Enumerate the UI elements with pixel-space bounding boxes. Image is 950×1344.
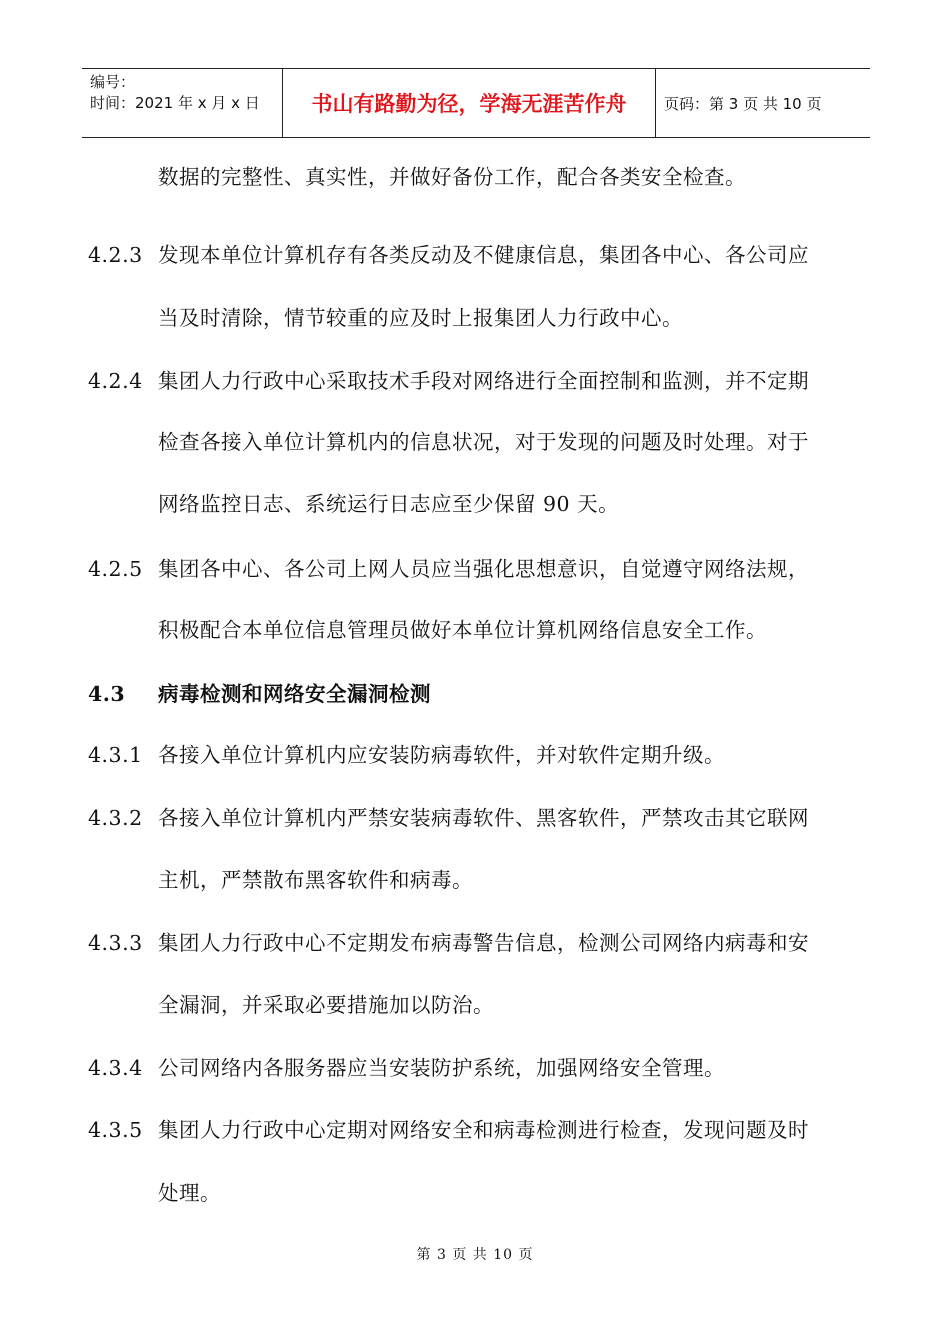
clause-number: 4.3.1 — [88, 743, 143, 767]
line-text: 检查各接入单位计算机内的信息状况，对于发现的问题及时处理。对于 — [158, 430, 809, 454]
clause-4-3-2 — [88, 803, 809, 833]
line-text: 集团人力行政中心不定期发布病毒警告信息，检测公司网络内病毒和安 — [158, 931, 809, 955]
body-line — [158, 615, 767, 645]
line-text: 主机，严禁散布黑客软件和病毒。 — [158, 868, 473, 892]
clause-number: 4.2.3 — [88, 243, 143, 267]
line-text: 集团人力行政中心采取技术手段对网络进行全面控制和监测，并不定期 — [158, 369, 809, 393]
line-text: 全漏洞，并采取必要措施加以防治。 — [158, 993, 494, 1017]
body-line — [158, 303, 683, 333]
line-text: 集团各中心、各公司上网人员应当强化思想意识，自觉遵守网络法规， — [158, 557, 809, 581]
line-text: 积极配合本单位信息管理员做好本单位计算机网络信息安全工作。 — [158, 618, 767, 642]
line-text: 网络监控日志、系统运行日志应至少保留 90 天。 — [158, 492, 620, 516]
line-text: 各接入单位计算机内严禁安装病毒软件、黑客软件，严禁攻击其它联网 — [158, 806, 809, 830]
clause-number: 4.3.3 — [88, 931, 143, 955]
clause-number: 4.3.5 — [88, 1118, 143, 1142]
clause-4-3-4 — [88, 1053, 725, 1083]
clause-4-2-5 — [88, 554, 809, 584]
line-text: 各接入单位计算机内应安装防病毒软件，并对软件定期升级。 — [158, 743, 725, 767]
body-line — [158, 489, 619, 519]
section-heading-4-3 — [88, 679, 431, 709]
header-page-info: 页码：第 3 页 共 10 页 — [664, 94, 822, 113]
clause-4-2-4 — [88, 366, 809, 396]
page-header — [82, 68, 870, 138]
line-text: 集团人力行政中心定期对网络安全和病毒检测进行检查，发现问题及时 — [158, 1118, 809, 1142]
page-footer: 第 3 页 共 10 页 — [416, 1247, 534, 1263]
header-motto: 书山有路勤为径，学海无涯苦作舟 — [282, 69, 656, 137]
line-text: 公司网络内各服务器应当安装防护系统，加强网络安全管理。 — [158, 1056, 725, 1080]
clause-4-2-3 — [88, 240, 809, 270]
clause-number: 4.3.4 — [88, 1056, 143, 1080]
body-line — [158, 1178, 221, 1208]
line-text: 当及时清除，情节较重的应及时上报集团人力行政中心。 — [158, 306, 683, 330]
clause-number: 4.2.5 — [88, 557, 143, 581]
clause-number: 4.2.4 — [88, 369, 143, 393]
line-text: 数据的完整性、真实性，并做好备份工作，配合各类安全检查。 — [158, 165, 746, 189]
section-number: 4.3 — [88, 682, 126, 706]
header-meta — [82, 69, 282, 137]
document-date: 时间：2021 年 x 月 x 日 — [90, 94, 260, 112]
clause-4-3-3 — [88, 928, 809, 958]
clause-number: 4.3.2 — [88, 806, 143, 830]
body-line — [158, 162, 746, 192]
clause-4-3-5 — [88, 1115, 809, 1145]
clause-4-3-1 — [88, 740, 725, 770]
document-number: 编号： — [90, 73, 136, 91]
body-line — [158, 990, 494, 1020]
body-line — [158, 427, 809, 457]
body-line — [158, 865, 473, 895]
section-title: 病毒检测和网络安全漏洞检测 — [158, 682, 431, 706]
line-text: 处理。 — [158, 1181, 221, 1205]
line-text: 发现本单位计算机存有各类反动及不健康信息，集团各中心、各公司应 — [158, 243, 809, 267]
